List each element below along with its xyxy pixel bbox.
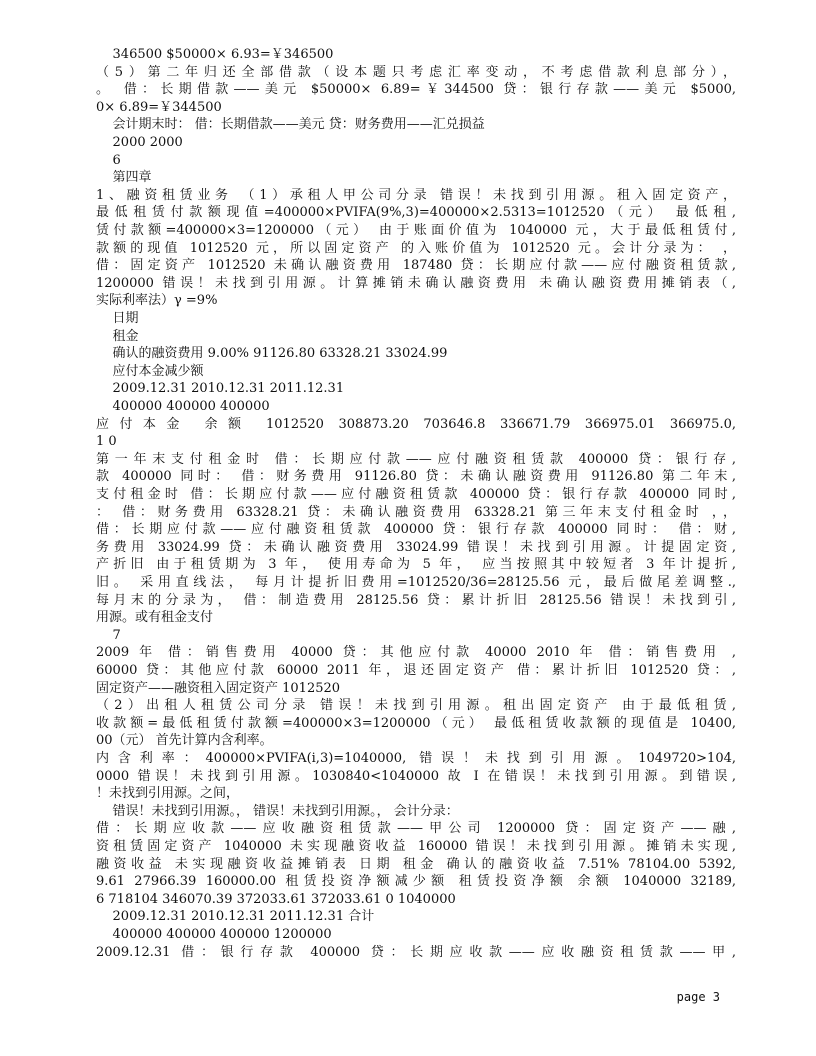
text-line: 借：长期应付款——应付融资租赁款 400000 贷：银行存款 400000 同时： 借：财, <box>96 522 736 538</box>
text-line: 应付本金减少额 <box>96 363 204 379</box>
text-line: 9.61 27966.39 160000.00 租赁投资净额减少额 租赁投资净额 余额 1040000 32189, <box>96 874 736 890</box>
text-line: 1 0 <box>96 434 117 450</box>
text-line: 资租赁固定资产 1040000 未实现融资收益 160000 错误！未找到引用源。摊销未实现, <box>96 839 736 854</box>
text-line: 收款额=最低租赁付款额=400000×3=1200000（元） 最低租赁收款额的现值是 10400, <box>96 715 736 731</box>
text-line: （5）第二年归还全部借款（设本题只考虑汇率变动，不考虑借款利息部分）， <box>96 64 736 80</box>
text-line: 每月末的分录为， 借：制造费用 28125.56 贷：累计折旧 28125.56 错误！未找到引, <box>96 592 736 608</box>
page-number: page 3 <box>676 990 720 1004</box>
text-line: 400000 400000 400000 1200000 <box>96 927 332 942</box>
text-line: 实际利率法）γ =9% <box>96 293 218 309</box>
text-line: 0× 6.89=￥344500 <box>96 99 222 115</box>
text-line: 内含利率：400000×PVIFA(i,3)=1040000, 错误！未找到引用源。1049720>104, <box>96 751 736 766</box>
text-line: 。 借：长期借款——美元 $50000× 6.89=￥344500 贷：银行存款——美元 $5000, <box>96 82 736 98</box>
text-line: ： 借：财务费用 63328.21 贷：未确认融资费用 63328.21 第三年末支付租金时 ，， <box>96 504 736 520</box>
text-line: 务费用 33024.99 贷：未确认融资费用 33024.99 错误！未找到引用源。计提固定资, <box>96 539 736 555</box>
text-line: 租金 <box>96 328 139 344</box>
text-line: 款额的现值 1012520 元，所以固定资产 的入账价值为 1012520 元。会计分录为： ， <box>96 240 736 256</box>
text-line: 第四章 <box>96 170 152 186</box>
text-line: 赁付款额=400000×3=1200000（元） 由于账面价值为 1040000 元，大于最低租赁付, <box>96 223 736 238</box>
text-line: 应付本金 余额 1012520 308873.20 703646.8 336671.79 366975.01 366975.0, <box>96 416 736 432</box>
text-line: 支付租金时 借：长期应付款——应付融资租赁款 400000 贷：银行存款 400000 同时, <box>96 487 736 502</box>
text-line: 融资收益 未实现融资收益摊销表 日期 租金 确认的融资收益 7.51% 78104.00 5392, <box>96 856 736 872</box>
text-line: 确认的融资费用 9.00% 91126.80 63328.21 33024.99 <box>96 346 448 362</box>
text-line: 日期 <box>96 311 139 326</box>
text-line: 60000 贷：其他应付款 60000 2011 年，退还固定资产 借：累计折旧 1012520 贷：, <box>96 663 736 678</box>
text-line: 2009 年 借：销售费用 40000 贷：其他应付款 40000 2010 年 借：销售费用 , <box>96 645 736 661</box>
text-line: 6 <box>96 152 121 168</box>
text-line: 用源。或有租金支付 <box>96 610 214 626</box>
text-line: 2009.12.31 2010.12.31 2011.12.31 合计 <box>96 909 375 925</box>
text-line: 旧。 采用直线法， 每月计提折旧费用=1012520/36=28125.56 元，最后做尾差调整., <box>96 575 736 590</box>
text-line: 7 <box>96 627 121 643</box>
text-line: 固定资产——融资租入固定资产 1012520 <box>96 680 341 696</box>
text-line: 最低租赁付款额现值=400000×PVIFA(9%,3)=400000×2.5313=1012520（元） 最低租, <box>96 205 736 221</box>
text-line: 2000 2000 <box>96 135 183 150</box>
text-line: 00（元） 首先计算内含利率。 <box>96 733 273 749</box>
text-line: 6 718104 346070.39 372033.61 372033.61 0 1040000 <box>96 891 456 907</box>
text-line: ！未找到引用源。之间， <box>96 786 240 802</box>
text-line: 借：长期应收款——应收融资租赁款——甲公司 1200000 贷：固定资产——融, <box>96 821 736 837</box>
text-line: 款 400000 同时： 借：财务费用 91126.80 贷：未确认融资费用 91126.80 第二年末, <box>96 469 736 485</box>
text-line: 0000 错误！未找到引用源。1030840<1040000 故 I 在错误！未找到引用源。到错误, <box>96 768 736 784</box>
text-line: 1、融资租赁业务 （1）承租人甲公司分录 错误！未找到引用源。租入固定资产， <box>96 187 736 203</box>
text-line: 会计期末时： 借：长期借款——美元 贷：财务费用——汇兑损益 <box>96 117 485 133</box>
text-line: 第一年末支付租金时 借：长期应付款——应付融资租赁款 400000 贷：银行存, <box>96 451 736 467</box>
text-line: 1200000 错误！未找到引用源。计算摊销未确认融资费用 未确认融资费用摊销表（, <box>96 275 736 291</box>
text-line: 2009.12.31 借：银行存款 400000 贷：长期应收款——应收融资租赁款——甲, <box>96 944 736 960</box>
text-line: （2）出租人租赁公司分录 错误！未找到引用源。租出固定资产 由于最低租赁, <box>96 698 736 714</box>
text-line: 错误！未找到引用源。， 错误！未找到引用源。， 会计分录： <box>96 803 459 819</box>
text-line: 2009.12.31 2010.12.31 2011.12.31 <box>96 381 345 397</box>
text-line: 346500 $50000× 6.93=￥346500 <box>96 47 334 62</box>
text-line: 借：固定资产 1012520 未确认融资费用 187480 贷：长期应付款——应付融资租赁款, <box>96 258 736 274</box>
text-line: 400000 400000 400000 <box>96 399 270 414</box>
text-line: 产折旧 由于租赁期为 3 年， 使用寿命为 5 年， 应当按照其中较短者 3 年计提折, <box>96 557 736 573</box>
